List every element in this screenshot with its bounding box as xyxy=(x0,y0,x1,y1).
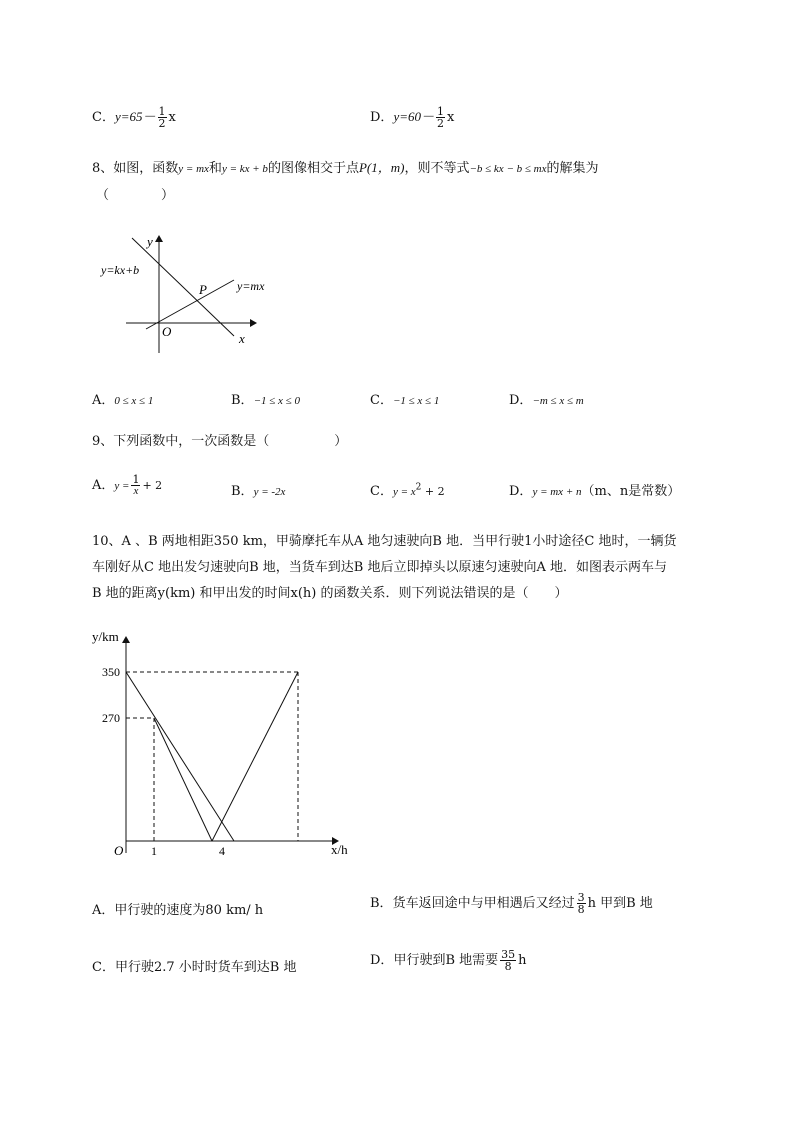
q8-option-a: A．0 ≤ x ≤ 1 xyxy=(92,393,154,408)
q9-option-d: D．y = mx + n（m、n是常数） xyxy=(509,484,681,499)
q8-answer-paren: （ ） xyxy=(96,188,175,203)
q7-option-d: D．y=60－ $\frac{1}{2}$ x xyxy=(370,105,455,130)
origin-label: O xyxy=(114,843,124,858)
point-p-label: P xyxy=(199,282,207,297)
q8-option-b: B．−1 ≤ x ≤ 0 xyxy=(231,393,300,408)
q8-option-c: C．−1 ≤ x ≤ 1 xyxy=(370,393,440,408)
q7-option-c: C．y=65－ $\frac{1}{2}$ x xyxy=(92,105,176,130)
line-kx-b xyxy=(132,238,234,336)
q9-option-c: C．$y = x^2 + 2$ xyxy=(370,482,445,499)
q9-stem: 9、下列函数中，一次函数是（ ） xyxy=(92,434,348,449)
fraction: $\frac{35}{8}$ xyxy=(501,948,516,973)
origin-label: O xyxy=(162,324,172,339)
fraction: $\frac{1}{x}$ xyxy=(132,473,140,497)
q9-option-b: B．y = -2x xyxy=(231,484,286,499)
line-kx-b-label: y=kx+b xyxy=(101,263,140,277)
line-truck-go xyxy=(154,718,212,841)
q10-graph xyxy=(92,625,362,865)
fraction: $\frac{1}{2}$ xyxy=(158,105,166,130)
line-truck-back xyxy=(212,672,298,841)
tick-270: 270 xyxy=(102,711,120,725)
tick-350: 350 xyxy=(102,665,120,679)
y-axis-label: y xyxy=(147,234,153,249)
line-mx-label: y=mx xyxy=(237,279,265,293)
q10-option-d: D．甲行驶到B 地需要 $\frac{35}{8}$ h xyxy=(370,948,527,973)
x-axis-label: x xyxy=(239,331,245,346)
q10-stem-line2: 车刚好从C 地出发匀速驶向B 地，当货车到达B 地后立即掉头以原速匀速驶向A 地．如图表示两车与 xyxy=(92,560,667,575)
q10-option-c: C．甲行驶2.7 小时时货车到达B 地 xyxy=(92,960,297,975)
q10-stem-line1: 10、A 、B 两地相距350 km，甲骑摩托车从A 地匀速驶向B 地．当甲行驶1小时途径C 地时，一辆货 xyxy=(92,534,677,549)
x-axis-label: x/h xyxy=(331,842,348,857)
q10-option-b: B．货车返回途中与甲相遇后又经过 $\frac{3}{8}$ h 甲到B 地 xyxy=(370,891,653,916)
q9-option-a: A．y = $\frac{1}{x}$ + 2 xyxy=(92,473,163,497)
fraction: $\frac{1}{2}$ xyxy=(436,105,444,130)
tick-x1: 1 xyxy=(151,844,157,858)
tick-x4: 4 xyxy=(219,844,225,858)
q10-option-a: A．甲行驶的速度为80 km/ h xyxy=(92,903,264,918)
fraction: $\frac{3}{8}$ xyxy=(577,891,585,916)
q8-option-d: D．−m ≤ x ≤ m xyxy=(509,393,584,408)
q10-stem-line3: B 地的距离y(km) 和甲出发的时间x(h) 的函数关系．则下列说法错误的是（ ） xyxy=(92,586,568,601)
y-axis-label: y/km xyxy=(92,629,119,644)
q8-stem: 8、如图，函数y = mx和y = kx + b的图像相交于点P(1，m)，则不等式−b ≤ kx − b ≤ mx的解集为 xyxy=(92,160,599,176)
line-jia xyxy=(126,672,234,841)
q8-graph xyxy=(96,228,286,353)
